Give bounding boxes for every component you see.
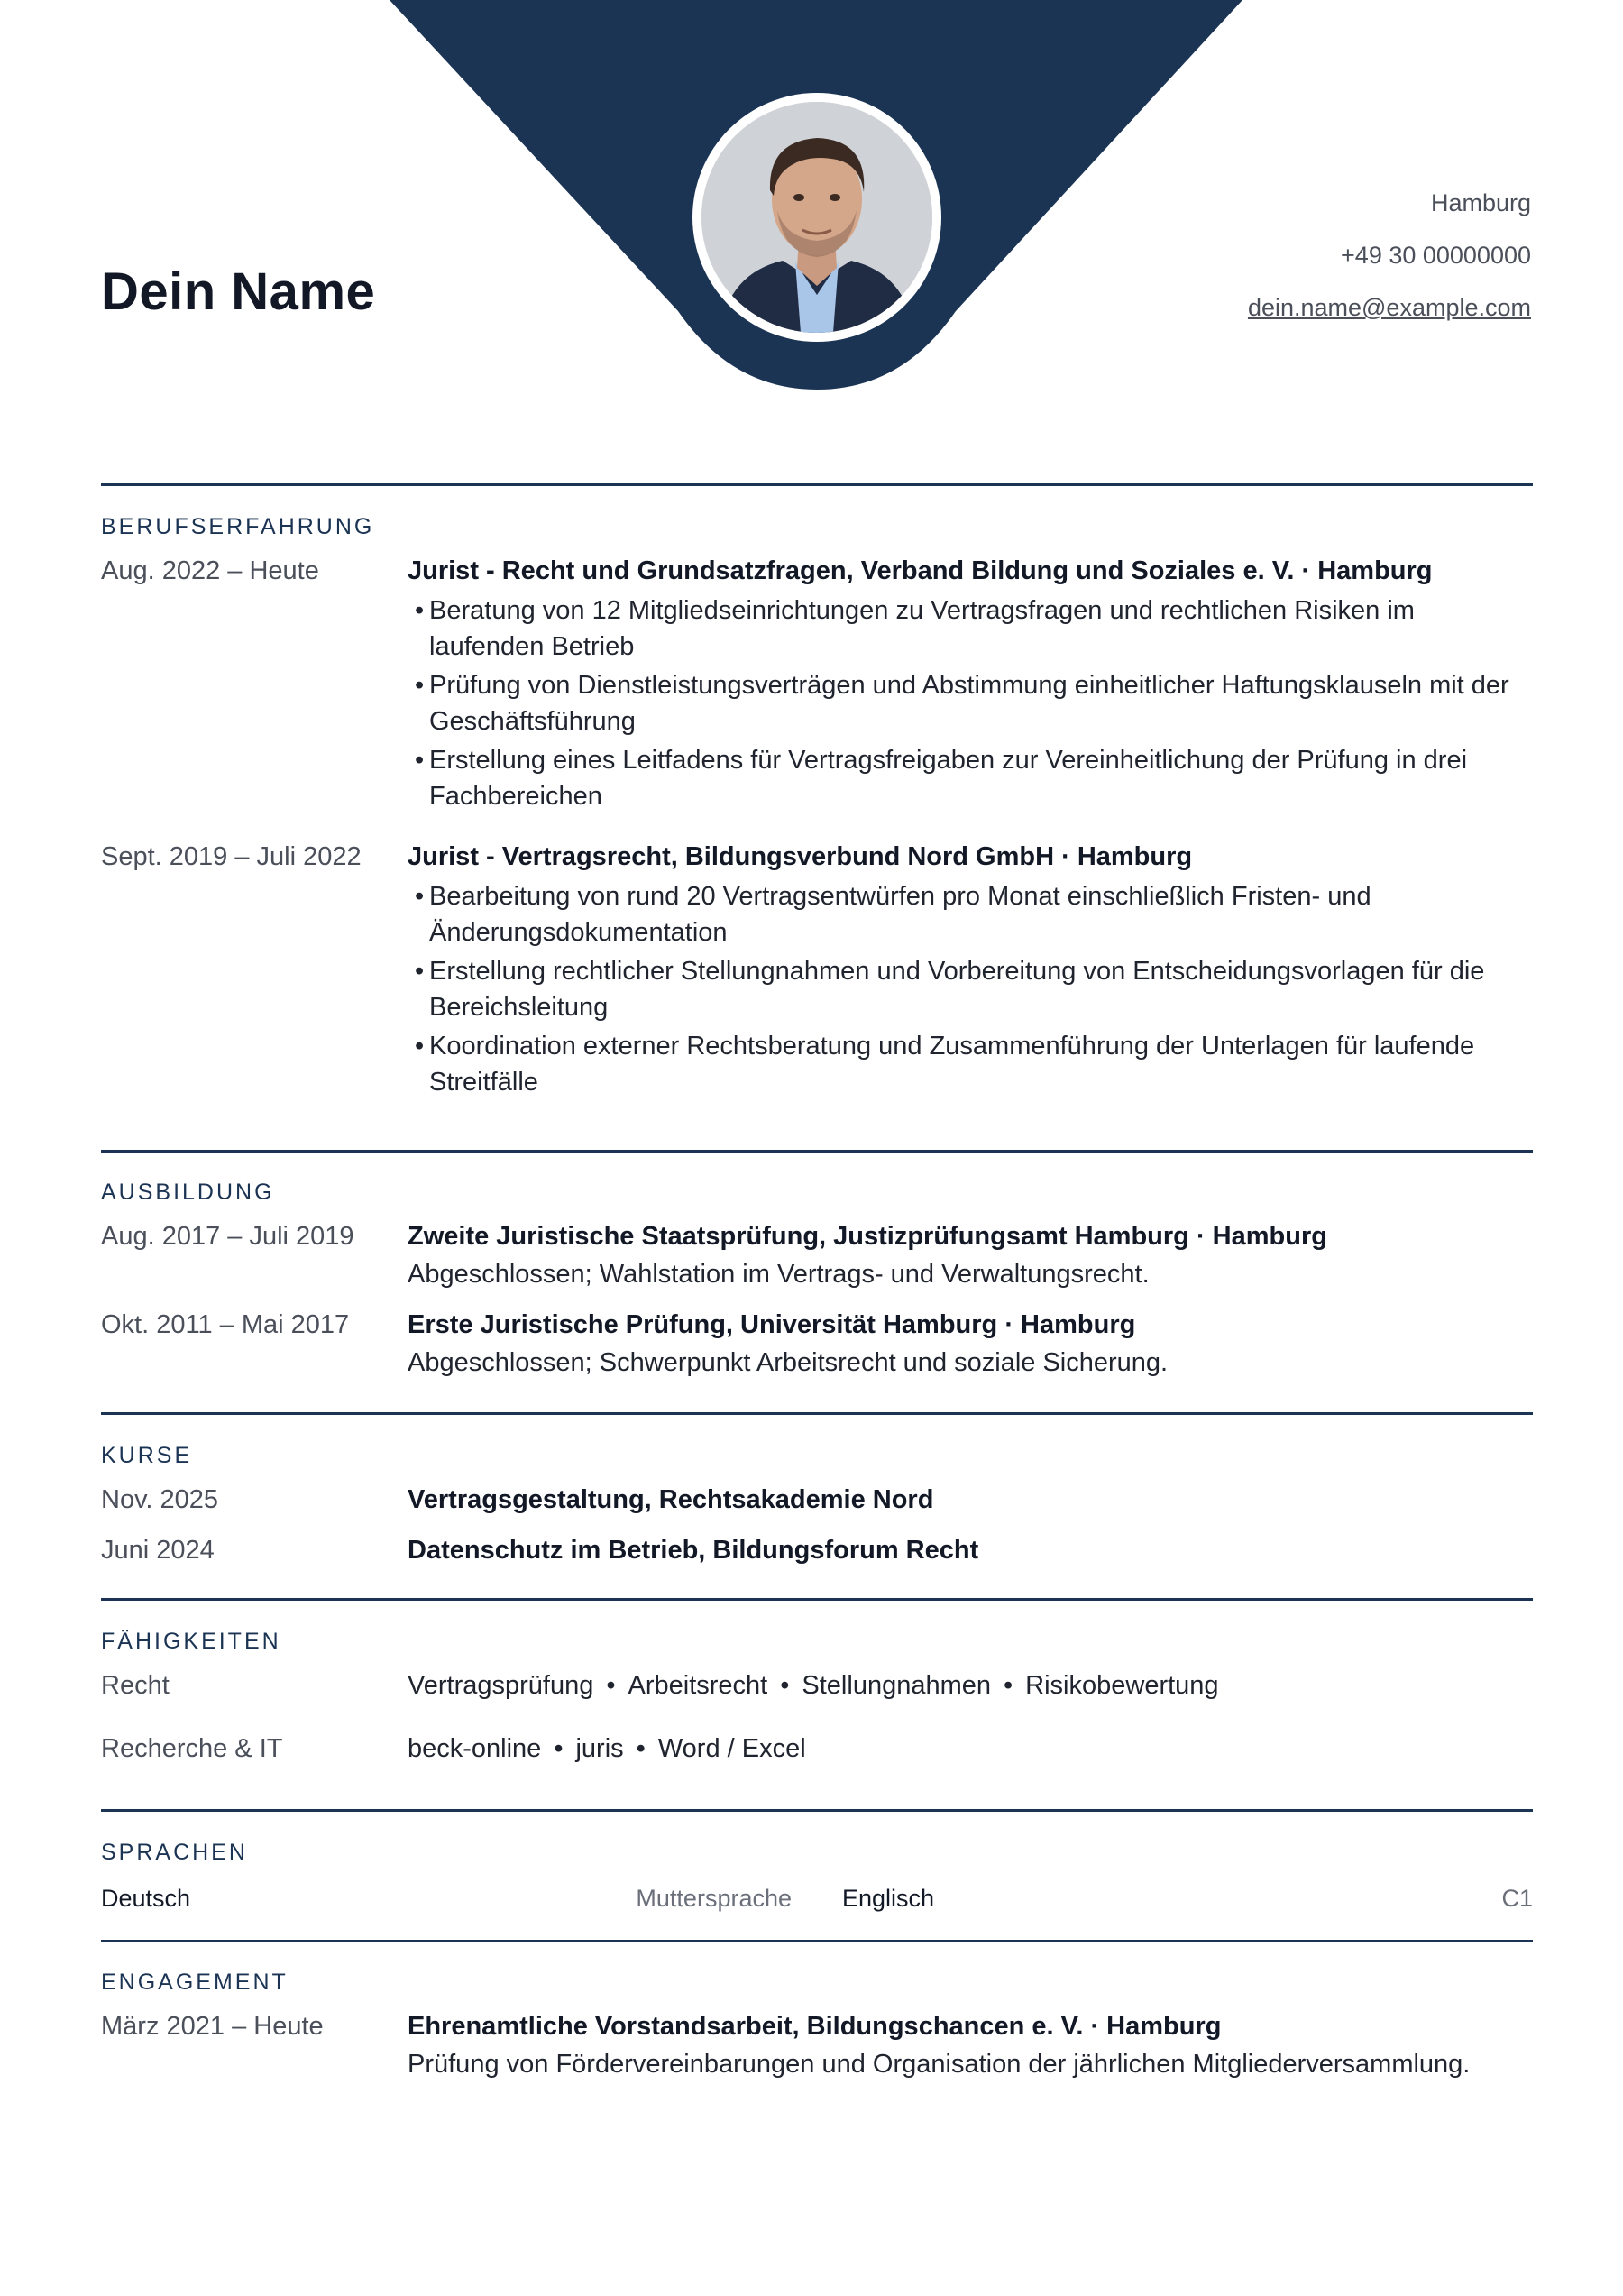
entry-date: Aug. 2022 – Heute <box>101 556 319 585</box>
section-title: FÄHIGKEITEN <box>101 1629 281 1654</box>
entry-bullet: • Bearbeitung von rund 20 Vertragsentwürfen pro Monat einschließlich Fristen- und Änderungsdokumentation <box>408 878 1533 951</box>
skill-item: Vertragsprüfung <box>408 1671 594 1700</box>
entry-bullet: • Prüfung von Dienstleistungsverträgen und Abstimmung einheitlicher Haftungsklauseln mit der Geschäftsführung <box>408 667 1533 739</box>
skill-group-label: Recherche & IT <box>101 1734 283 1763</box>
section-title: KURSE <box>101 1443 193 1468</box>
section-divider <box>101 1940 1533 1942</box>
section-title: ENGAGEMENT <box>101 1970 289 1995</box>
entry-date: Nov. 2025 <box>101 1485 219 1514</box>
skill-separator: • <box>554 1734 564 1763</box>
section-divider <box>101 1412 1533 1415</box>
entry-date: Sept. 2019 – Juli 2022 <box>101 842 362 871</box>
section-title: SPRACHEN <box>101 1840 248 1865</box>
profile-photo-frame <box>692 93 941 342</box>
skill-group <box>101 1730 1533 1768</box>
skill-item: Word / Excel <box>657 1734 806 1763</box>
section-courses <box>101 1436 1533 1569</box>
course-entry <box>101 1481 1533 1519</box>
skill-item: beck-online <box>408 1734 542 1763</box>
section-title: BERUFSERFAHRUNG <box>101 514 375 539</box>
skill-separator: • <box>636 1734 646 1763</box>
entry-description: Prüfung von Fördervereinbarungen und Organisation der jährlichen Mitgliederversammlung. <box>408 2050 1471 2079</box>
entry-description: Abgeschlossen; Schwerpunkt Arbeitsrecht und soziale Sicherung. <box>408 1348 1169 1377</box>
entry-title: Zweite Juristische Staatsprüfung, Justizprüfungsamt Hamburg · Hamburg <box>408 1222 1327 1251</box>
contact-city: Hamburg <box>1430 189 1531 216</box>
entry-title: Jurist - Recht und Grundsatzfragen, Verband Bildung und Soziales e. V. · Hamburg <box>408 556 1433 585</box>
skill-group-label: Recht <box>101 1671 170 1700</box>
engagement-entry <box>101 2007 1533 2083</box>
profile-photo <box>701 102 932 333</box>
language-item <box>842 1885 1533 1913</box>
skill-item: Risikobewertung <box>1025 1671 1219 1700</box>
entry-title: Ehrenamtliche Vorstandsarbeit, Bildungschancen e. V. · Hamburg <box>408 2012 1222 2041</box>
section-education <box>101 1172 1533 1382</box>
language-name: Englisch <box>842 1884 935 1912</box>
section-divider <box>101 1598 1533 1601</box>
entry-title: Jurist - Vertragsrecht, Bildungsverbund Nord GmbH · Hamburg <box>408 842 1193 871</box>
entry-bullet: • Koordination externer Rechtsberatung und Zusammenführung der Unterlagen für laufende Streitfälle <box>408 1028 1533 1100</box>
course-entry <box>101 1531 1533 1569</box>
section-divider <box>101 1809 1533 1812</box>
entry-date: Aug. 2017 – Juli 2019 <box>101 1222 354 1251</box>
contact-phone: +49 30 00000000 <box>1341 242 1531 269</box>
section-divider <box>101 483 1533 486</box>
entry-bullet: • Erstellung eines Leitfadens für Vertragsfreigaben zur Vereinheitlichung der Prüfung in drei Fachbereichen <box>408 742 1533 814</box>
section-experience <box>101 507 1533 1100</box>
section-divider <box>101 1150 1533 1153</box>
language-item <box>101 1885 792 1913</box>
entry-date: Okt. 2011 – Mai 2017 <box>101 1310 350 1339</box>
section-title: AUSBILDUNG <box>101 1180 275 1205</box>
language-row <box>101 1879 1533 1917</box>
language-level: Muttersprache <box>636 1884 792 1912</box>
education-entry <box>101 1217 1533 1293</box>
entry-bullet: • Erstellung rechtlicher Stellungnahmen und Vorbereitung von Entscheidungsvorlagen für die Bereichsleitung <box>408 953 1533 1025</box>
skill-separator: • <box>1004 1671 1013 1700</box>
skill-group <box>101 1667 1533 1704</box>
section-engagement <box>101 1962 1533 2083</box>
experience-entry <box>101 838 1533 1100</box>
section-languages <box>101 1832 1533 1917</box>
section-skills <box>101 1621 1533 1768</box>
experience-entry <box>101 552 1533 814</box>
entry-date: Juni 2024 <box>101 1536 215 1565</box>
entry-date: März 2021 – Heute <box>101 2012 324 2041</box>
candidate-name: Dein Name <box>101 262 376 321</box>
entry-bullet: • Beratung von 12 Mitgliedseinrichtungen zu Vertragsfragen und rechtlichen Risiken im laufenden Betrieb <box>408 592 1533 665</box>
skill-separator: • <box>606 1671 616 1700</box>
language-name: Deutsch <box>101 1884 191 1912</box>
skill-item: Stellungnahmen <box>802 1671 992 1700</box>
entry-description: Abgeschlossen; Wahlstation im Vertrags- und Verwaltungsrecht. <box>408 1260 1150 1289</box>
skill-item: juris <box>575 1734 624 1763</box>
entry-title: Erste Juristische Prüfung, Universität Hamburg · Hamburg <box>408 1310 1136 1339</box>
skill-item: Arbeitsrecht <box>628 1671 768 1700</box>
education-entry <box>101 1306 1533 1382</box>
language-level: C1 <box>1501 1884 1533 1912</box>
contact-block <box>1248 185 1531 342</box>
entry-title: Datenschutz im Betrieb, Bildungsforum Recht <box>408 1536 979 1565</box>
skill-separator: • <box>780 1671 790 1700</box>
contact-email-link[interactable]: dein.name@example.com <box>1247 294 1531 321</box>
entry-title: Vertragsgestaltung, Rechtsakademie Nord <box>408 1485 934 1514</box>
